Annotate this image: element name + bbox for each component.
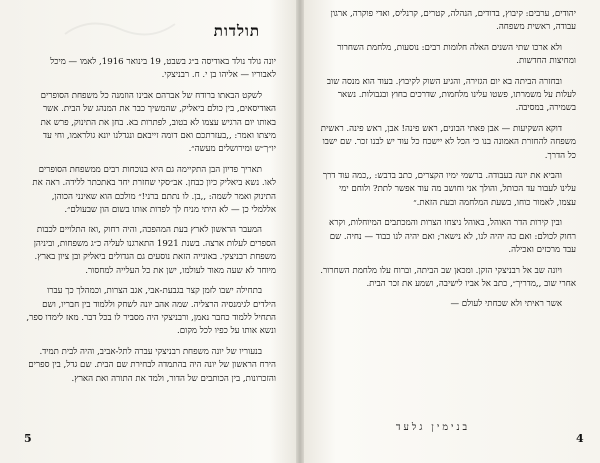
paragraph: ובין קירות הדר האוהל, באוהל ניצחו הצרות והמכתבים המיוחלות, וקרא רחוק לכולם: ואם כה יהיה לנו, לא נישאר; ואם יהיה לנו כבוד — נחיה. שם עבד מרכזים ואכילה. (329, 218, 576, 256)
paragraph: ולא ארכו שתי השנים האלה חלומות רבים: נוסעות, מלחמת השחרור ומחיצות החדשות. (337, 42, 576, 67)
paragraph: בתחילה ישבו לזמן קצר בגבעת-אבי, אגב הצרות, וכמהלך כך עברו הילדים לגימנסיה הרצליה. שמה אהב יונה לשחק וללמוד בין חבריו, ושם התחיל ללמוד כחבר נאמן, ורבניצקי היה מסביר לו בכל דבר. מאז לימדו ספר, ונשא אותו על כפיו לכל מקום. (26, 286, 276, 337)
paragraph: לשקט הבאתו ברודח של אברהם אבינו הוזמנה כל משפחת הסופרים האודיסאים, בין כולם ביאליק, שהמשיך כבר את המנהג של הבית. אשר באותו יום הרגיש עצמו לא בטוב, לפתרות בא. בחן את התינוק, פרש את מיצתו ואמר: ,,בעזרתכם ואם דומה זייבאם ונגדלנו יונא גולראמו, וחי עד יו״ך״ש ומירושלים מעשה״. (40, 90, 276, 155)
author-signature: בנימין גלעד (395, 422, 471, 433)
paragraph: אשר ראיתי ולא שכחתי לעולם — (450, 299, 562, 310)
paragraph: בנעוריו של יונה משפחת רבניצקי עברה לתל-אביב, והיה לבית תמיד. הירח הראשון של יונה היה בהתמדה לבחירת שם הבית. שם גדל, בין ספרים והזכרונות, בין הכותבים של הדור, ולמד את התורה ואת הארץ. (28, 346, 276, 384)
left-page (0, 0, 296, 463)
paragraph: דוקא השקיעות — אבן פאתי הבונים, ראש פינה! אבן, ראש פינה. ראשית משפחה להחזרת האמונה בנו כי הכל לא יישכח כל עוד יש לבנו זכר. שם ישבו כל הדרך. (320, 123, 576, 161)
right-page-text (318, 8, 576, 319)
paragraph: ובחזרה הביתה בא יום הגזירה, והגיע השוק לקיבוץ. בעוד הוא מנסה שוב לעלות על משמרתו, פשטו עלינו מלחמות, שדרכים בחוץ ובגבולות. נשאר בשמירה, במסיבה. (326, 76, 576, 114)
book-gutter (296, 0, 304, 463)
page-number: 4 (576, 432, 584, 445)
paragraph: תאריך פדיון הבן התקיימה גם היא בנוכחות רבים ממשפחת הסופרים לאו. נשא ביאליק כיון כבחן. אב״סקי שחזרת יחד באתכתר ללידה. ראה את התינוק ואמר לשמה: ,,בן. לו נתתם ברני!״ מולכם הוא שאינני הכוהן, אללמלי כן — לא היתי מניח לך לפדות אותו בשום הון שבעולם״. (32, 164, 276, 216)
left-page-text (26, 56, 276, 393)
paragraph: ויונה שב אל רבניצקי הזקן. ומכאן שב הביתה, וברוח עלו מלחמת השחרור. אחרי שוב ,,מדריך״, כתב אל אביו לישיבה, ושמע את זכר הבית. (320, 265, 576, 289)
paragraph: יהודים, ערבים: קיבוץ, בדודים, הנהלה, קטרים, קרנליס, ואדי פוקרה, ארגון עבודה, ראשית משפחה. (330, 9, 576, 33)
faded-ornament (60, 14, 180, 44)
paragraph: יונה גולד נולד באודיסה ב״ג בשבט, 19 בינואר 1916, לאמו — מיכל לאבוריו — אליהו בן י. ח. רבניצקי. (50, 57, 276, 81)
right-page (304, 0, 600, 463)
page-number: 5 (24, 432, 32, 445)
chapter-heading: תולדות (213, 22, 260, 40)
paragraph: והביא את יונה בעבודה. ברשמי ימיו הקצרים, כתב בדבש: ,,כמה עוד דרך עלינו לעבור עד הכותל, והולך אני וחושב מה עוד אפשר לתת? ולוחם ימי עצמו, לאמור כוחו, בשעת המלחמה ובעת הזאת.״ (322, 171, 576, 208)
paragraph: המעבר הראשון לארץ בעת המהפכה, והיה רחוק ,ואז התלויים לכבות הספרים לעלות ארצה. בשנת 1921 התארגנו לעליה כ״ג משפחות, וביניהן משפחת רבניצקי. באונייה הזאת נוסעים גם הגדולים ביאליק ובן ציון בארץ. מיוחד לא שעה מאוד לעולמו, ישן את כל העלייה למחסור. (33, 225, 276, 276)
